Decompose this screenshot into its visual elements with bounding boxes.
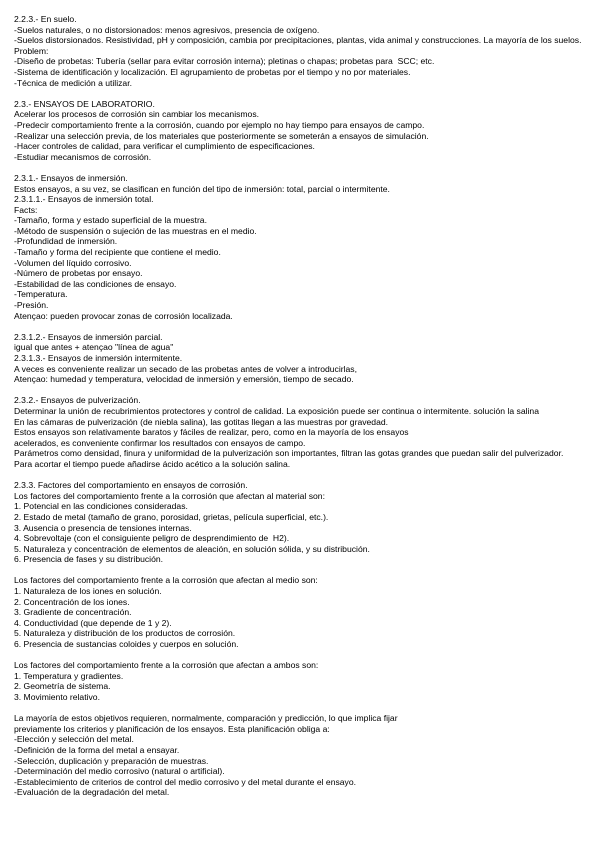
text-line: -Número de probetas por ensayo. (14, 268, 143, 279)
document-body (14, 14, 586, 809)
text-line: 2.3.1.2.- Ensayos de inmersión parcial. (14, 331, 163, 342)
text-line: -Diseño de probetas: Tubería (sellar para evitar corrosión interna); pletinas o chapas; probetas para SCC; etc. (14, 56, 435, 67)
text-line: -Evaluación de la degradación del metal. (14, 787, 170, 798)
text-line: -Selección, duplicación y preparación de muestras. (14, 755, 209, 766)
text-line: 1. Naturaleza de los iones en solución. (14, 586, 162, 597)
text-line: -Método de suspensión o sujeción de las muestras en el medio. (14, 225, 257, 236)
text-line: Para acortar el tiempo puede añadirse ácido acético a la solución salina. (14, 458, 291, 469)
text-line: -Tamaño, forma y estado superficial de la muestra. (14, 215, 207, 226)
text-line: -Técnica de medición a utilizar. (14, 77, 132, 88)
text-line: -Tamaño y forma del recipiente que contiene el medio. (14, 247, 221, 258)
text-line: 4. Sobrevoltaje (con el consiguiente peligro de desprendimiento de H2). (14, 533, 290, 544)
text-line: 2.3.1.3.- Ensayos de inmersión intermitente. (14, 353, 183, 363)
text-line: Los factores del comportamiento frente a la corrosión que afectan a ambos son: (14, 660, 319, 671)
text-line: 5. Naturaleza y distribución de los productos de corrosión. (14, 628, 236, 639)
text-line: -Presión. (14, 300, 49, 311)
text-line: 2.3.3. Factores del comportamiento en ensayos de corrosión. (14, 480, 248, 491)
text-line: Facts: (14, 204, 38, 215)
text-line: 2. Geometría de sistema. (14, 681, 111, 692)
text-section (14, 660, 586, 702)
text-line: -Estudiar mecanismos de corrosión. (14, 151, 152, 162)
text-line: Estos ensayos son relativamente baratos y fáciles de realizar, pero, como en la mayoría de los ensayos (14, 427, 409, 438)
text-line: 1. Temperatura y gradientes. (14, 670, 124, 681)
text-line: -Establecimiento de criterios de control del medio corrosivo y del metal durante el ensayo. (14, 776, 357, 787)
text-line: -Suelos naturales, o no distorsionados: menos agresivos, presencia de oxígeno. (14, 24, 320, 35)
text-line: 3. Gradiente de concentración. (14, 607, 132, 618)
text-line: 2.2.3.- En suelo. (14, 14, 77, 24)
text-line: -Sistema de identificación y localización. El agrupamiento de probetas por el tiempo y no por materiales. (14, 66, 411, 77)
text-section (14, 173, 586, 321)
text-section (14, 99, 586, 163)
text-section (14, 575, 586, 649)
text-line: -Determinación del medio corrosivo (natural o artificial). (14, 766, 225, 777)
text-line: 5. Naturaleza y concentración de elementos de aleación, en solución sólida, y su distribución. (14, 543, 370, 554)
text-line: 1. Potencial en las condiciones consideradas. (14, 501, 188, 512)
text-line: 2. Concentración de los iones. (14, 596, 130, 607)
text-line: 2.3.2.- Ensayos de pulverización. (14, 395, 141, 406)
text-line: -Volumen del líquido corrosivo. (14, 257, 132, 268)
text-line: La mayoría de estos objetivos requieren, normalmente, comparación y predicción, lo que implica fijar (14, 713, 398, 724)
text-line: -Profundidad de inmersión. (14, 236, 118, 247)
text-line: En las cámaras de pulverización (de niebla salina), las gotitas llegan a las muestras por gravedad. (14, 416, 389, 427)
text-section (14, 14, 586, 88)
text-line: 2. Estado de metal (tamaño de grano, porosidad, grietas, película superficial, etc.). (14, 511, 329, 522)
text-line: acelerados, es conveniente confirmar los resultados con ensayos de campo. (14, 437, 306, 448)
text-line: -Realizar una selección previa, de los materiales que posteriormente se someterán a ensayos de simulación. (14, 130, 429, 141)
text-line: -Elección y selección del metal. (14, 734, 134, 745)
text-line: -Suelos distorsionados. Resistividad, pH y composición, cambia por precipitaciones, plantas, vida animal y construcciones. La mayoría de los suelos. (14, 35, 582, 46)
text-line: Atençao: humedad y temperatura, velocidad de inmersión y emersión, tiempo de secado. (14, 374, 354, 385)
text-line: Determinar la unión de recubrimientos protectores y control de calidad. La exposición puede ser continua o intermitente. solución la salina (14, 405, 539, 416)
text-line: 3. Ausencia o presencia de tensiones internas. (14, 522, 192, 533)
text-line: -Predecir comportamiento frente a la corrosión, cuando por ejemplo no hay tiempo para ensayos de campo. (14, 119, 425, 130)
text-line: 3. Movimiento relativo. (14, 692, 100, 702)
text-line: Problem: (14, 45, 49, 56)
text-section (14, 395, 586, 469)
text-section (14, 480, 586, 565)
text-section (14, 332, 586, 385)
text-line: Los factores del comportamiento frente a la corrosión que afectan al medio son: (14, 575, 318, 586)
text-section (14, 713, 586, 798)
text-line: previamente los criterios y planificación de los ensayos. Esta planificación obliga a: (14, 723, 330, 734)
text-line: -Temperatura. (14, 289, 68, 300)
text-line: 6. Presencia de sustancias coloides y cuerpos en solución. (14, 639, 239, 650)
text-line: -Hacer controles de calidad, para verificar el cumplimiento de especificaciones. (14, 141, 315, 152)
text-line: igual que antes + atençao "línea de agua" (14, 342, 174, 353)
text-line: A veces es conveniente realizar un secado de las probetas antes de volver a introducirlas, (14, 363, 357, 374)
text-line: Los factores del comportamiento frente a la corrosión que afectan al material son: (14, 490, 325, 501)
text-line: -Estabilidad de las condiciones de ensayo. (14, 278, 177, 289)
text-line: Parámetros como densidad, finura y uniformidad de la pulverización son importantes, filtran las gotas grandes que puedan salir del pulverizador. (14, 448, 564, 459)
text-line: 2.3.1.- Ensayos de inmersión. (14, 172, 128, 183)
text-line: -Definición de la forma del metal a ensayar. (14, 744, 180, 755)
text-line: 6. Presencia de fases y su distribución. (14, 554, 164, 565)
text-line: Atençao: pueden provocar zonas de corrosión localizada. (14, 310, 233, 321)
text-line: Estos ensayos, a su vez, se clasifican en función del tipo de inmersión: total, parcial o intermitente. (14, 183, 390, 194)
text-line: 2.3.- ENSAYOS DE LABORATORIO. (14, 98, 155, 109)
text-line: 4. Conductividad (que depende de 1 y 2). (14, 617, 172, 628)
text-line: 2.3.1.1.- Ensayos de inmersión total. (14, 194, 154, 205)
text-line: Acelerar los procesos de corrosión sin cambiar los mecanismos. (14, 109, 260, 120)
